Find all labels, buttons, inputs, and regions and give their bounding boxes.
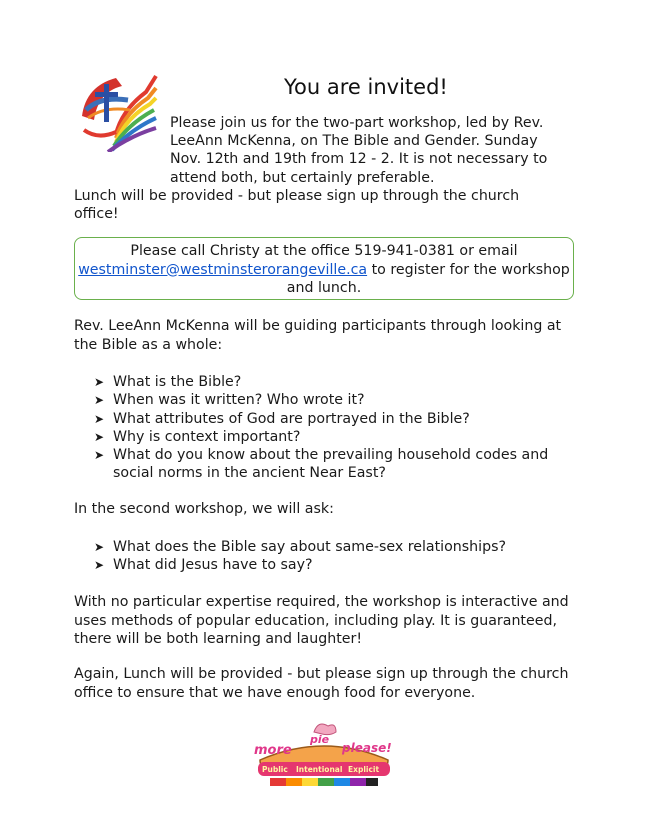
contact-line-2: to register for the workshop and lunch. <box>286 261 570 296</box>
lunch-note: Lunch will be provided - but please sign up through the church office! <box>74 188 520 223</box>
list-item <box>94 391 574 409</box>
arrow-bullet-icon: ➤ <box>94 448 105 463</box>
logo-tag-intentional: Intentional <box>296 765 343 774</box>
arrow-bullet-icon: ➤ <box>94 558 105 573</box>
list-item-text: What does the Bible say about same-sex relationships? <box>113 539 507 555</box>
guiding-paragraph: Rev. LeeAnn McKenna will be guiding participants through looking at the Bible as a whole: <box>74 318 562 353</box>
logo-word-pie: pie <box>310 733 330 746</box>
list-item-text: When was it written? Who wrote it? <box>113 392 365 409</box>
list-item <box>94 428 574 446</box>
list-item-text: Why is context important? <box>113 428 301 445</box>
arrow-bullet-icon: ➤ <box>94 393 105 408</box>
intro-text: Please join us for the two-part workshop, led by Rev. LeeAnn McKenna, on The Bible and Gender. Sunday Nov. 12th and 19th from 12 - 2. It is not necessary to attend both, but certainly preferable. <box>170 115 548 186</box>
more-pie-please-logo <box>248 718 400 790</box>
list-item <box>94 446 574 483</box>
arrow-bullet-icon: ➤ <box>94 411 105 426</box>
list-item-text: What attributes of God are portrayed in the Bible? <box>113 410 470 427</box>
arrow-bullet-icon: ➤ <box>94 429 105 444</box>
logo-word-more: more <box>254 743 292 758</box>
list-item-text: What do you know about the prevailing household codes and social norms in the ancient Near East? <box>113 447 549 482</box>
list-item <box>94 538 574 556</box>
cross-icon <box>104 84 109 122</box>
arrow-bullet-icon: ➤ <box>94 540 105 554</box>
list-item <box>94 556 574 574</box>
page-title: You are invited! <box>284 75 448 99</box>
list-item <box>94 410 574 428</box>
logo-tag-explicit: Explicit <box>348 765 380 774</box>
contact-line: Please call Christy at the office 519-941-0381 or email <box>130 243 518 259</box>
expertise-paragraph: With no particular expertise required, the workshop is interactive and uses methods of popular education, including play. It is guaranteed, there will be both learning and laughter! <box>74 594 569 647</box>
list-item <box>94 373 574 391</box>
email-link[interactable]: westminster@westminsterorangeville.ca <box>78 261 368 278</box>
contact-callout <box>74 237 574 300</box>
second-workshop-intro: In the second workshop, we will ask: <box>74 501 334 517</box>
arrow-bullet-icon: ➤ <box>94 375 105 389</box>
logo-word-please: please! <box>342 741 392 755</box>
intro-paragraph <box>170 114 570 187</box>
logo-tag-public: Public <box>262 765 288 774</box>
closing-paragraph: Again, Lunch will be provided - but please sign up through the church office to ensure that we have enough food for everyone. <box>74 666 569 701</box>
list-item-text: What did Jesus have to say? <box>113 557 313 574</box>
list-item-text: What is the Bible? <box>113 374 242 390</box>
first-workshop-list <box>94 373 574 483</box>
church-logo <box>76 70 158 152</box>
second-workshop-list <box>94 538 574 575</box>
